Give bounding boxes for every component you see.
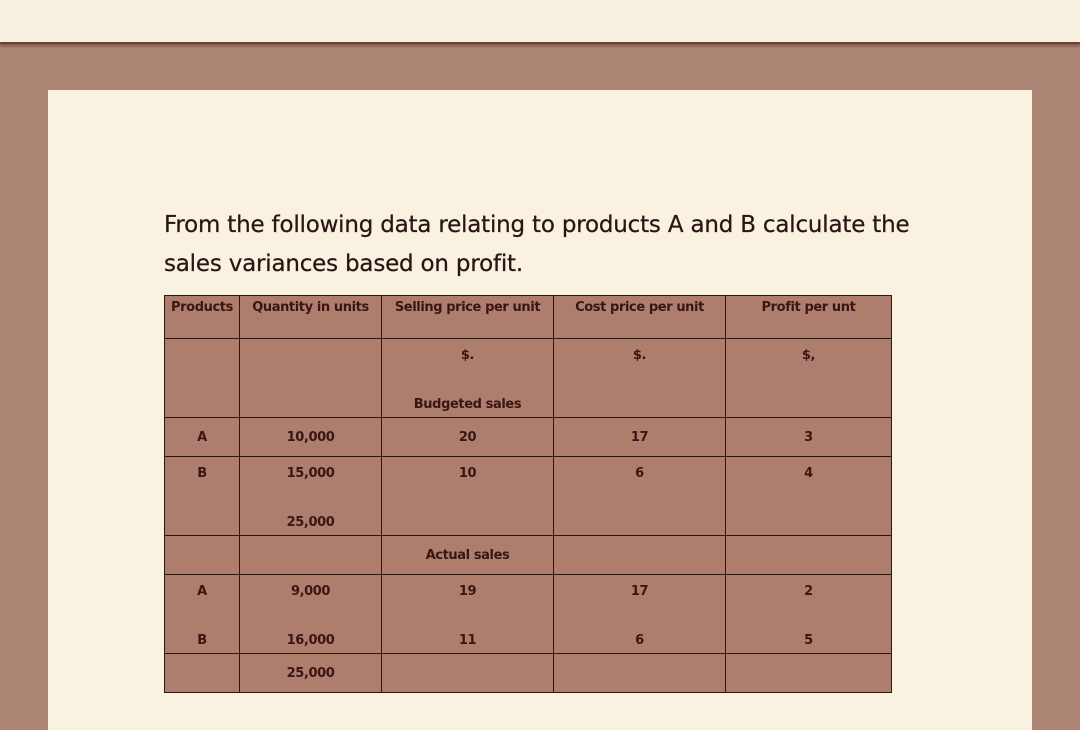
- table-cell: [726, 339, 892, 418]
- table-cell: 20: [382, 418, 554, 457]
- actual-sales-label: Actual sales: [382, 536, 554, 575]
- table-cell: [240, 536, 382, 575]
- table-row: [165, 418, 892, 457]
- table-cell: [554, 339, 726, 418]
- table-cell: [165, 575, 240, 654]
- cell-text: 9,000: [290, 584, 331, 599]
- budgeted-total: 25,000: [286, 515, 335, 530]
- unit-selling: $.: [460, 348, 475, 363]
- table-cell: [165, 339, 240, 418]
- table-row: [165, 575, 892, 654]
- cell-text: 6: [635, 633, 644, 648]
- actual-total: 25,000: [240, 654, 382, 693]
- cell-text: 15,000: [286, 466, 335, 481]
- table-cell: [382, 457, 554, 536]
- table-cell: 10,000: [240, 418, 382, 457]
- table-cell: [554, 654, 726, 693]
- table-cell: [165, 457, 240, 536]
- cell-text: 19: [458, 584, 477, 599]
- table-cell: [165, 536, 240, 575]
- header-profit: Profit per unt: [726, 296, 892, 339]
- table-cell: [382, 654, 554, 693]
- table-cell: [554, 575, 726, 654]
- cell-text: 16,000: [286, 633, 335, 648]
- cell-text: B: [197, 466, 207, 481]
- table-cell: [382, 339, 554, 418]
- header-products: Products: [165, 296, 240, 339]
- table-cell: 3: [726, 418, 892, 457]
- document-page: [48, 90, 1032, 730]
- cell-text: A: [197, 584, 207, 599]
- table-cell: 17: [554, 418, 726, 457]
- cell-text: 6: [635, 466, 644, 481]
- header-quantity: Quantity in units: [240, 296, 382, 339]
- unit-profit: $,: [801, 348, 816, 363]
- total-row: [165, 654, 892, 693]
- table-row: [165, 457, 892, 536]
- table-cell: A: [165, 418, 240, 457]
- table-cell: [726, 654, 892, 693]
- units-row: [165, 339, 892, 418]
- cell-text: 17: [630, 584, 649, 599]
- cell-text: B: [197, 633, 207, 648]
- table-cell: [726, 536, 892, 575]
- data-table: [164, 295, 892, 693]
- header-row: [165, 296, 892, 339]
- cell-text: 11: [458, 633, 477, 648]
- budgeted-sales-label: Budgeted sales: [413, 397, 522, 412]
- table-cell: [726, 457, 892, 536]
- table-cell: [240, 339, 382, 418]
- cell-text: 4: [804, 466, 813, 481]
- question-text: From the following data relating to products A and B calculate the sales variances based on profit.: [164, 212, 910, 277]
- table-cell: [382, 575, 554, 654]
- cell-text: 10: [458, 466, 477, 481]
- table-cell: [240, 575, 382, 654]
- actual-label-row: [165, 536, 892, 575]
- table-cell: [726, 575, 892, 654]
- table-cell: [554, 457, 726, 536]
- table-cell: [554, 536, 726, 575]
- header-cost-price: Cost price per unit: [554, 296, 726, 339]
- cell-text: 5: [804, 633, 813, 648]
- top-band: [0, 0, 1080, 42]
- unit-cost: $.: [632, 348, 647, 363]
- cell-text: 2: [804, 584, 813, 599]
- table-cell: [240, 457, 382, 536]
- table-cell: [165, 654, 240, 693]
- header-selling-price: Selling price per unit: [382, 296, 554, 339]
